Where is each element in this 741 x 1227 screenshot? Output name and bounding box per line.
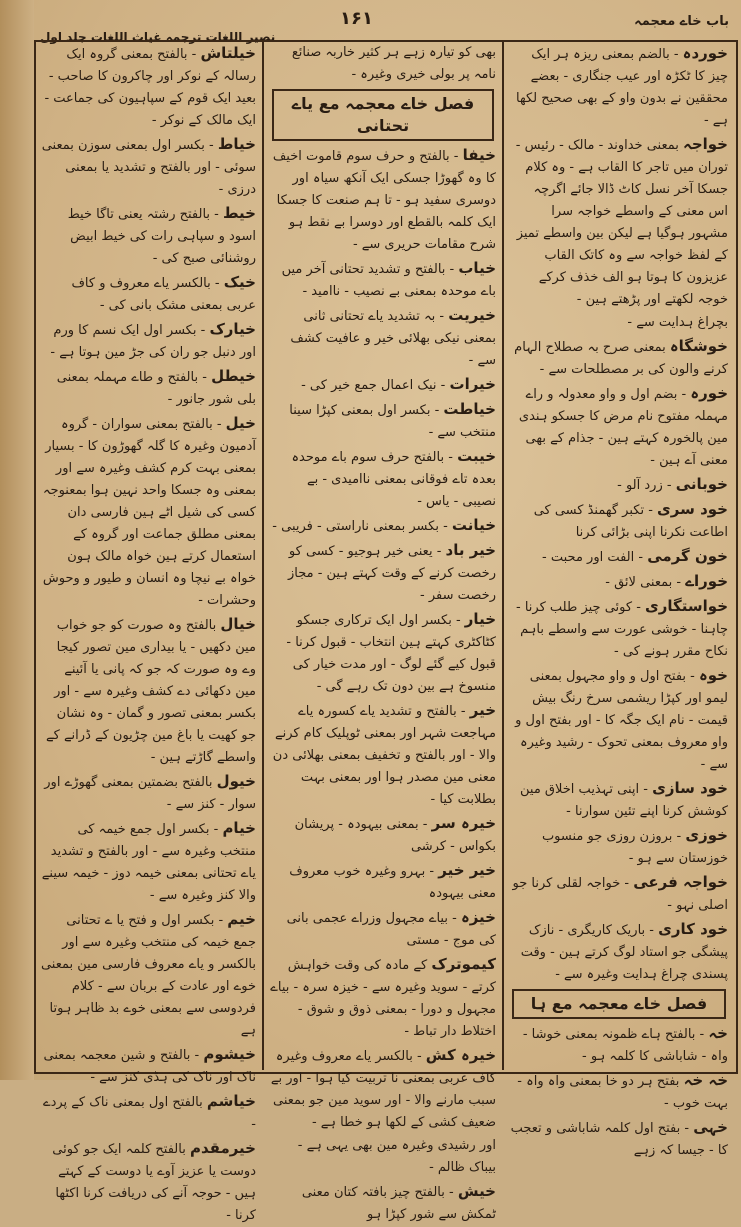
entry-headword: خیطل — [211, 367, 256, 385]
entry-definition: - کوئی چیز طلب کرنا - چاہنا - خوشی عورت سے واسطے باہم نکاح مقرر ہونے کی - — [516, 600, 728, 659]
entry-headword: خیشوم — [203, 1045, 256, 1063]
dictionary-entry — [510, 824, 728, 870]
entry-headword: خیانت — [451, 516, 496, 534]
entry-definition: بالفتح وہ صورت کو جو خواب مین دکھیں - یا بیداری مین تصور کیجا وے وہ صورت کہ جو کہ پانی یا آئینے مین دکھائی دے کشف وغیرہ سے - اور بکسر بمعنی تصور و گمان - وہ نشان جو کھیت یا باغ مین چڑیون کے ڈرانے کے واسطے گاڑتے ہین - — [46, 618, 256, 765]
entry-definition: کے مادہ کی وقت خواہش کرتے - سوید وغیرہ سے - خیزہ سرہ - بیاے مجہول و دورا - بمعنی ذوق و شوق - اختلاط دار تباط - — [270, 958, 496, 1039]
entry-definition: - باریک کاریگری - نازک پیشگی جو استاد لوگ کرتے ہین - وقت پسندی چراغ ہدایت وغیرہ سے - — [520, 923, 728, 982]
dictionary-entry — [510, 871, 728, 917]
entry-headword: خوراے — [685, 572, 728, 590]
dictionary-entry — [270, 608, 496, 698]
entry-definition: بالفتح کلمہ ایک جو کوئی دوست یا عزیز آوے یا دوست کے کہتے ہیں - حوجہ آنے کی دریافت کرنا اکٹھا کرنا - — [52, 1142, 256, 1223]
dictionary-entry — [510, 133, 728, 311]
dictionary-entry — [40, 908, 256, 1042]
entry-headword: خواستگاری — [645, 597, 728, 615]
page-header — [0, 0, 741, 44]
entry-definition: - بالفتح و تشدید تحتانی آخر میں باے موحدہ بمعنی بے نصیب - ناامید - — [281, 262, 496, 299]
dictionary-entry — [40, 1137, 256, 1227]
dictionary-entry — [270, 859, 496, 905]
entry-headword: خود سازی — [652, 779, 728, 797]
entry-headword: خیاب — [458, 259, 496, 277]
dictionary-entry — [270, 304, 496, 372]
entry-headword: خواجہ فرعی — [633, 873, 728, 891]
dictionary-entry — [510, 1022, 728, 1068]
middle-top-text: بھی کو تیارہ زہے ہر کثیر خاربہ صنائع نامہ پر بولی خیری وغیرہ - — [291, 45, 496, 82]
dictionary-entry — [40, 1090, 256, 1136]
section-heading-kha-ha: فصل خاے معجمہ مع ہا — [512, 989, 726, 1019]
right-entries — [510, 42, 728, 986]
entry-headword: خیار — [464, 610, 496, 628]
dictionary-entry — [510, 382, 728, 472]
entry-headword: کیموترک — [431, 955, 496, 973]
entry-definition: اور رشیدی وغیرہ مین بھی یہی ہے - بیباک ظالم - — [297, 1138, 496, 1175]
dictionary-entry — [40, 817, 256, 907]
dictionary-entry — [270, 539, 496, 607]
entry-definition: - بالفتح حرف سوم باے موحدہ بعدہ تاے فوقانی بمعنی ناامیدی - بے نصیبی - یاس - — [291, 450, 496, 509]
entry-headword: خیاشم — [206, 1092, 256, 1110]
entry-definition: - بضم اول و واو معدولہ و راے مہملہ مفتوح نام مرض کا جسکو ہندی مین پالخورہ کہتے ہین - جذام کے بھی معنی آے ہین - — [518, 387, 728, 468]
entry-definition: - خواجہ لقلی کرنا جو اصلی نہو - — [512, 876, 728, 913]
dictionary-entry — [40, 613, 256, 769]
dictionary-entry — [510, 595, 728, 663]
entry-headword: خوبانی — [675, 475, 728, 493]
entry-headword: خوردہ — [682, 44, 728, 62]
entry-definition: بمعنی صرح بہ صطلاح الہام کرنے والون کی بر مصطلحات سے - — [514, 340, 728, 377]
dictionary-entry — [510, 473, 728, 497]
left-column — [34, 40, 262, 1223]
entry-definition: بچراغ ہدایت سے - — [627, 315, 728, 330]
entry-definition: - بکسر اول ایک ترکاری جسکو کٹاکٹری کہتے ہین انتخاب - قبول کرنا - قبول کیے گئے لوگ - اور مدت خیار کی منسوخ ہے بین دون تک رہے گی - — [286, 613, 496, 694]
entry-headword: خیول — [216, 772, 256, 790]
entry-definition: بفتح ہر دو خا بمعنی واہ واہ - بہت خوب - — [517, 1074, 728, 1111]
right-column — [504, 40, 734, 1158]
entry-definition: بالفتح بضمتین بمعنی گھوڑے اور سوار - کنز سے - — [44, 775, 256, 812]
page-edge-shadow — [0, 0, 34, 1080]
entry-headword: خیام — [222, 819, 256, 837]
dictionary-entry — [40, 365, 256, 411]
dictionary-entry — [270, 144, 496, 256]
entry-definition: - بکسر اول بمعنی کپڑا سینا منتخب سے - — [289, 403, 496, 440]
dictionary-entry — [510, 664, 728, 776]
entry-definition: - بفتح اول کلمہ شاباشی و تعجب کا - جیسا کہ زہے — [510, 1121, 728, 1158]
dictionary-entry — [40, 770, 256, 816]
entry-headword: خورہ — [690, 384, 728, 402]
entry-headword: خیاطت — [443, 400, 496, 418]
dictionary-entry — [40, 271, 256, 317]
dictionary-entry — [270, 1180, 496, 1226]
dictionary-entry — [40, 412, 256, 612]
entry-headword: خون گرمی — [647, 547, 728, 565]
entry-headword: خوزی — [685, 826, 728, 844]
dictionary-entry — [510, 335, 728, 381]
entry-definition: - بالفتح و شین معجمہ بمعنی ناک اور ناک کی ہڈی کنز سے - — [43, 1048, 256, 1085]
dictionary-entry — [270, 398, 496, 444]
entry-definition: بالفتح اول بمعنی ناک کے پردے - — [42, 1095, 256, 1132]
dictionary-entry — [40, 42, 256, 132]
dictionary-entry — [270, 1135, 496, 1179]
entry-headword: خیفا — [462, 146, 496, 164]
entry-definition: - بالکسر یاے معروف و کاف عربی بمعنی مشک بانی کی - — [71, 276, 256, 313]
dictionary-entry — [40, 202, 256, 270]
entry-definition: - بفتح اول و واو مجہول بمعنی لیمو اور کپڑا ریشمی سرخ رنگ بیش قیمت - نام ایک جگہ کا - اور بفتح اول و واو معروف بمعنی تحوک - رشید وغیرہ سے - — [515, 669, 728, 772]
dictionary-entry — [40, 133, 256, 201]
entry-definition: - تکبر گھمنڈ کسی کی اطاعت نکرنا اپنی بڑائی کرنا — [533, 503, 728, 540]
entry-definition: - بکسر بمعنی ناراستی - فریبی - — [272, 519, 448, 534]
dictionary-entry — [270, 906, 496, 952]
entry-headword: خیارک — [209, 320, 256, 338]
entry-definition: - بالضم بمعنی ریزہ ہر ایک چیز کا ٹکڑہ اور عیب جنگاری - بعضے محققین نے بدون واو کے بھی صحیح لکھا ہے - — [515, 47, 728, 128]
entry-headword: خیر باد — [445, 541, 496, 559]
dictionary-entry — [270, 1044, 496, 1134]
entry-headword: خود سری — [657, 500, 728, 518]
dictionary-entry — [270, 257, 496, 303]
entry-headword: خوہ — [698, 666, 728, 684]
entry-headword: خیم — [227, 910, 256, 928]
chapter-title: باب خاے معجمہ — [634, 14, 729, 29]
entry-definition: - بمعنی بیہودہ - پریشان بکواس - کرشی — [294, 817, 496, 854]
entry-definition: - بروزن روزی جو منسوب خوزستان سے ہو - — [541, 829, 728, 866]
entry-definition: - بکسر اول بمعنی سوزن بمعنی سوئی - اور بالفتح و تشدید یا بمعنی درزی - — [41, 138, 256, 197]
entry-definition: - بالفتح و طاے مہملہ بمعنی بلی شور جانور - — [56, 370, 256, 407]
entry-definition: - بالفتح بمعنی گروہ ایک رسالہ کے نوکر اور چاکرون کا صاحب - بعید ایک قوم کے سپاہیون کی جماعت - ایک مالک کے نوکر - — [44, 47, 256, 128]
entry-definition: - بکسر اول ایک نسم کا ورم اور دنبل جو ران کی جڑ مین ہوتا ہے - — [50, 323, 256, 360]
entry-definition: بمعنی خداوند - مالک - رئیس - توران میں تاجر کا القاب ہے - وہ کلام جسکا آخر نسل کاٹ ڈالا جائے اگرچہ اس معنی کے واسطے خواجہ سرا مشہور ہوگیا ہے لیکن بین واسطے تمیز کے لفظ خواجہ سے وہ کاتک القاب عزیزون کا ہوتا ہو الف خذف کرکے خوجہ لکھتے اور پڑھتے ہین - — [515, 138, 728, 307]
entry-definition: - بکسر اول جمع خیمہ کی منتخب وغیرہ سے - اور بالفتح و تشدید یاے تحتانی بمعنی خیمہ دوز - خیمہ سینے والا کنز وغیرہ سے - — [41, 822, 256, 903]
entry-headword: خیرہ سر — [431, 814, 496, 832]
dictionary-entry — [510, 42, 728, 132]
dictionary-entry — [510, 570, 728, 594]
entry-headword: خیبت — [457, 447, 496, 465]
dictionary-entry — [40, 318, 256, 364]
dictionary-entry — [510, 312, 728, 334]
entry-headword: خیرمقدم — [189, 1139, 256, 1157]
entry-headword: خیک — [223, 273, 256, 291]
entry-definition: - زرد آلو - — [617, 478, 672, 493]
entry-definition: - بکسر اول و فتح یا ے تحتانی جمع خیمہ کی منتخب وغیرہ سے اور بالکسر و یاے معروف فارسی مین بمعنی خوے اور عادت کے بربان سے - کلام فردوسی سے بمعنی خوے بد ظاہر ہوتا ہے — [40, 913, 256, 1038]
entry-headword: خیرہ کش — [425, 1046, 496, 1064]
entry-definition: - بالکسر یاے معروف وغیرہ کاف عربی بمعنی نا تربیت کیا ہوا - اور بے سبب مارنے والا - اور سوید مین جو بمعنی ضعیف کشی کے لکھا ہو خطا ہے - — [270, 1049, 496, 1130]
entry-definition: - بالفتح ہاے ظمونہ بمعنی خوشا - واہ - شاباشی کا کلمہ ہو - — [522, 1027, 728, 1064]
dictionary-entry — [40, 1043, 256, 1089]
entry-definition: - بالفتح و حرف سوم قاموت اخیف کا وہ گھوڑا جسکی ایک آنکھ سیاہ اور دوسری سفید ہو - تا ہم صنعت کا جسکا ایک کلمہ بالقطع اور دوسرا بے نقط ہو شرح مقامات حریری سے - — [272, 149, 496, 252]
entry-headword: خواجہ — [683, 135, 728, 153]
entry-definition: - بہرو وغیرہ خوب معروف معنی بیہودہ — [289, 864, 496, 901]
entry-definition: - اپنی تہذیب اخلاق مین کوشش کرنا اپنے تئین سوارنا - — [520, 782, 728, 819]
dictionary-entry — [510, 498, 728, 544]
left-entries — [40, 42, 256, 1227]
dictionary-entry — [270, 953, 496, 1043]
entry-headword: خیزہ — [460, 908, 496, 926]
middle-entries — [270, 144, 496, 1226]
dictionary-entry — [510, 545, 728, 569]
entry-headword: خیال — [220, 615, 256, 633]
book-title: نصیر اللغات ترجمہ غیاث اللغات جلد اول — [40, 30, 276, 44]
entry-definition: - بیاے مجہول وزراے عجمی بانی کی موج - مستی — [286, 911, 496, 948]
entry-definition: - بالفتح رشتہ یعنی تاگا خیط اسود و سپاہی رات کی خیط ابیض روشنائی صبح کی - — [67, 207, 256, 266]
entry-definition: - الفت اور محبت - — [542, 550, 644, 565]
entry-headword: خیط — [223, 204, 256, 222]
dictionary-entry — [510, 1116, 728, 1162]
entry-headword: خیر — [469, 701, 496, 719]
entry-headword: خیریت — [448, 306, 496, 324]
entry-definition: - بالفتح بمعنی سواران - گروہ آدمیون وغیرہ کا گلہ گھوڑون کا - بسیار بمعنی بہت کرم کشف وغیرہ سے اور بمعنی وہ جسکا واحد نہین ہوا بمعنوجہ کسی کی شیل اٹے ہین فارسی دان بمعنی مطلق جماعت اور گروہ کے استعمال کرتے ہین خواہ مالک ہون خواہ بے نیچا وہ انسان و طیور و وحوش وحشرات - — [42, 417, 256, 608]
entry-definition: - یعنی خیر ہوجیو - کسی کو رخصت کرنے کے وقت کہتے ہین - مجاز رخصت سفر - — [287, 544, 496, 603]
entry-definition: - بمعنی لائق - — [605, 575, 682, 590]
section-heading-kha-ya: فصل خاے معجمہ مع یاے تحتانی — [272, 89, 494, 141]
dictionary-entry — [510, 1069, 728, 1115]
entry-headword: خیل — [225, 414, 256, 432]
dictionary-entry — [270, 812, 496, 858]
right-section-entries — [510, 1022, 728, 1162]
entry-headword: خیرات — [449, 375, 496, 393]
entry-definition: - بالفتح چیز بافتہ کتان معنی ٹمکش سے شور کپڑا ہو — [301, 1185, 496, 1222]
entry-headword: خود کاری — [658, 920, 728, 938]
entry-headword: خوشگاہ — [669, 337, 728, 355]
dictionary-entry — [270, 373, 496, 397]
entry-headword: خہ — [708, 1024, 728, 1042]
entry-headword: خیلتاش — [200, 44, 256, 62]
entry-definition: - بہ تشدید یاے تحتانی ثانی بمعنی نیکی بھلائی خیر و عافیت کشف سے - — [290, 309, 496, 368]
entry-headword: خہی — [693, 1118, 728, 1136]
dictionary-entry — [510, 777, 728, 823]
dictionary-entry — [270, 514, 496, 538]
entry-definition: - نیک اعمال جمع خیر کی - — [301, 378, 446, 393]
middle-column — [262, 40, 504, 1222]
entry-headword: خیاط — [217, 135, 256, 153]
entry-headword: خیر خیر — [438, 861, 496, 879]
dictionary-entry — [510, 918, 728, 986]
entry-definition: - بالفتح و تشدید یاے کسورہ یاے مہاجعت شہر اور بمعنی ٹوپلیک کام کرنے والا - اور بالفتح و تخفیف بمعنی بھلائی دن معنی مین مصدر ہوا اور بمعنی بہت بطلابت کیا - — [272, 704, 496, 807]
entry-headword: خہ خہ — [683, 1071, 728, 1089]
dictionary-entry — [270, 699, 496, 811]
page-number: ۱۶۱ — [340, 8, 373, 29]
dictionary-entry — [270, 445, 496, 513]
entry-headword: خیش — [457, 1182, 496, 1200]
